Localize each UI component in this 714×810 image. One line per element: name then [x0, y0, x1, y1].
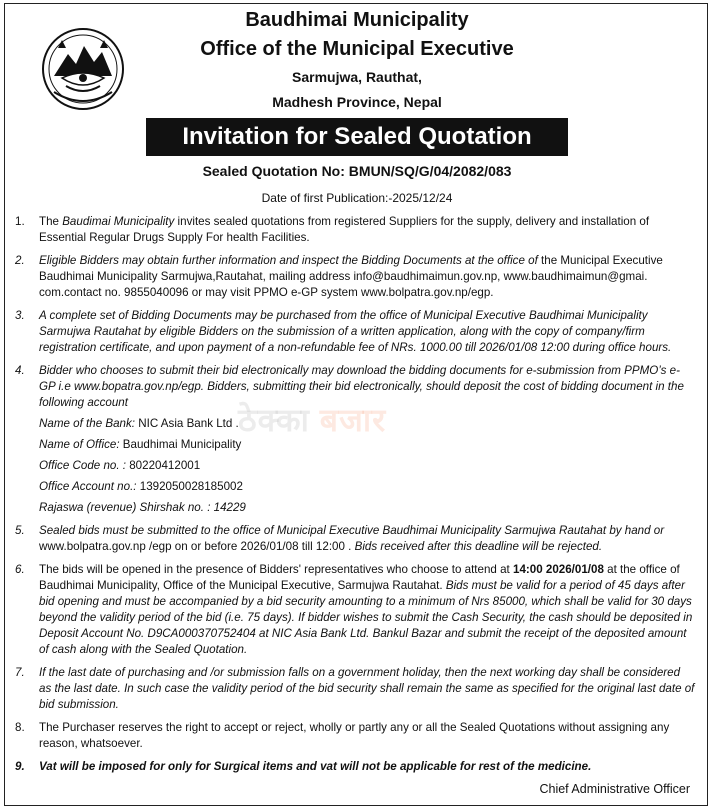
clause-text: invites sealed quotations from registered Suppliers for the supply, delivery and installation of Essential Regular Drugs Supply For health Facilities.: [39, 215, 650, 244]
office-name: Office of the Municipal Executive: [200, 38, 514, 60]
office-name-row: [39, 437, 695, 453]
clause-number: 6.: [15, 563, 25, 576]
clause-text-italic: Eligible Bidders may obtain further information and inspect the Bidding Documents at the office of: [39, 254, 542, 267]
clause-1: [15, 214, 695, 246]
bank-name-row: [39, 416, 695, 432]
office-code-row: [39, 458, 695, 474]
clause-text: A complete set of Bidding Documents may be purchased from the office of Municipal Executive Baudhimai Municipality Sarmujwa Rautahat by eligible Bidders on the submission of a written application, along with the copy of company/firm registration certificate, and upon payment of a non-refundable fee of NRs. 1000.00 till 2026/01/08 12:00 during office hours.: [39, 309, 672, 354]
publication-date: Date of first Publication:-2025/12/24: [261, 191, 453, 205]
quotation-number: Sealed Quotation No: BMUN/SQ/G/04/2082/083: [202, 163, 512, 179]
clause-5: [15, 523, 695, 555]
office-code-value: 80220412001: [129, 459, 201, 472]
signatory-title: Chief Administrative Officer: [539, 782, 690, 796]
clause-number: 3.: [15, 309, 25, 322]
clause-6: [15, 562, 695, 658]
clause-text: The bids will be opened in the presence of Bidders' representatives who choose to attend at: [39, 563, 513, 576]
clause-text: Vat will be imposed for only for Surgical items and vat will not be applicable for rest of the medicine.: [39, 760, 592, 773]
clause-text: Bidder who chooses to submit their bid electronically may download the bidding documents for e-submission from PPMO’s e-GP i.e www.bopatra.gov.np/egp. Bidders, submitting their bid electronically, should deposit the cost of bidding document in the following account: [39, 364, 684, 409]
office-address: Sarmujwa, Rauthat,: [292, 69, 422, 85]
notice-clauses: [15, 214, 695, 782]
clause-text: If the last date of purchasing and /or submission falls on a government holiday, then the next working day shall be considered as the last date. In such case the validity period of the bid security shall remain the same as specified for the original last date of bid submission.: [39, 666, 695, 711]
clause-number: 9.: [15, 760, 25, 773]
clause-number: 1.: [15, 215, 25, 228]
bank-name-value: NIC Asia Bank Ltd .: [138, 417, 239, 430]
office-account-value: 1392050028185002: [139, 480, 243, 493]
field-label: Name of the Bank:: [39, 417, 139, 430]
clause-text: The Purchaser reserves the right to accept or reject, wholly or partly any or all the Sealed Quotations without assigning any reason, whatsoever.: [39, 721, 670, 750]
field-label: Office Account no.:: [39, 480, 140, 493]
office-name-value: Baudhimai Municipality: [122, 438, 242, 451]
clause-text: the Municipal Executive Baudhimai Municipality Sarmujwa,Rautahat, mailing address info@baudhimaimun.gov.np, www.baudhimaimun@gmai. com.contact no. 9855040096 or may visit PPMO e-GP system www.bolpatra.gov.np/egp.: [39, 254, 663, 299]
clause-number: 4.: [15, 364, 25, 377]
office-province: Madhesh Province, Nepal: [272, 94, 442, 110]
notice-title-banner: Invitation for Sealed Quotation: [146, 118, 568, 156]
clause-text-italic: Bids received after this deadline will be rejected.: [351, 540, 603, 553]
field-label: Office Code no. :: [39, 459, 130, 472]
clause-4: [15, 363, 695, 516]
rajaswa-row: Rajaswa (revenue) Shirshak no. : 14229: [39, 501, 246, 514]
clause-text-italic: Baudimai Municipality: [62, 215, 175, 228]
clause-9: [15, 759, 695, 775]
clause-number: 8.: [15, 721, 25, 734]
clause-2: [15, 253, 695, 301]
bank-account-details: [39, 416, 695, 516]
field-label: Name of Office:: [39, 438, 123, 451]
clause-text-italic: Sealed bids must be submitted to the office of Municipal Executive Baudhimai Municipality Sarmujwa Rautahat by hand or: [39, 524, 665, 537]
opening-datetime: 14:00 2026/01/08: [513, 563, 604, 576]
clause-number: 2.: [15, 254, 25, 267]
clause-number: 7.: [15, 666, 25, 679]
municipality-name: Baudhimai Municipality: [245, 9, 469, 31]
clause-7: [15, 665, 695, 713]
clause-text-italic: Bids must be valid for a period of 45 days after bid opening and must be accompanied by a bid security amounting to a minimum of Nrs 85000, which shall be valid for 30 days beyond the validity period of the bid (i.e. 75 days). If bidder wishes to submit the Cash Security, the cash should be deposited in Deposit Account No. D9CA000370752404 at NIC Asia Bank Ltd. Bankul Bazar and submit the receipt of the deposited amount of cash along with the Sealed Quotation.: [39, 579, 693, 656]
clause-number: 5.: [15, 524, 25, 537]
clause-text: at the office of Baudhimai Municipality, Office of the Municipal Executive, Sarmujwa Rautahat.: [39, 563, 680, 592]
clause-text: The: [39, 215, 63, 228]
watermark-part2: बजार: [319, 402, 387, 438]
office-account-row: [39, 479, 695, 495]
clause-text: www.bolpatra.gov.np /egp on or before 2026/01/08 till 12:00 .: [39, 540, 352, 553]
watermark-part1: ठेक्का: [238, 402, 310, 438]
clause-3: [15, 308, 695, 356]
clause-8: [15, 720, 695, 752]
